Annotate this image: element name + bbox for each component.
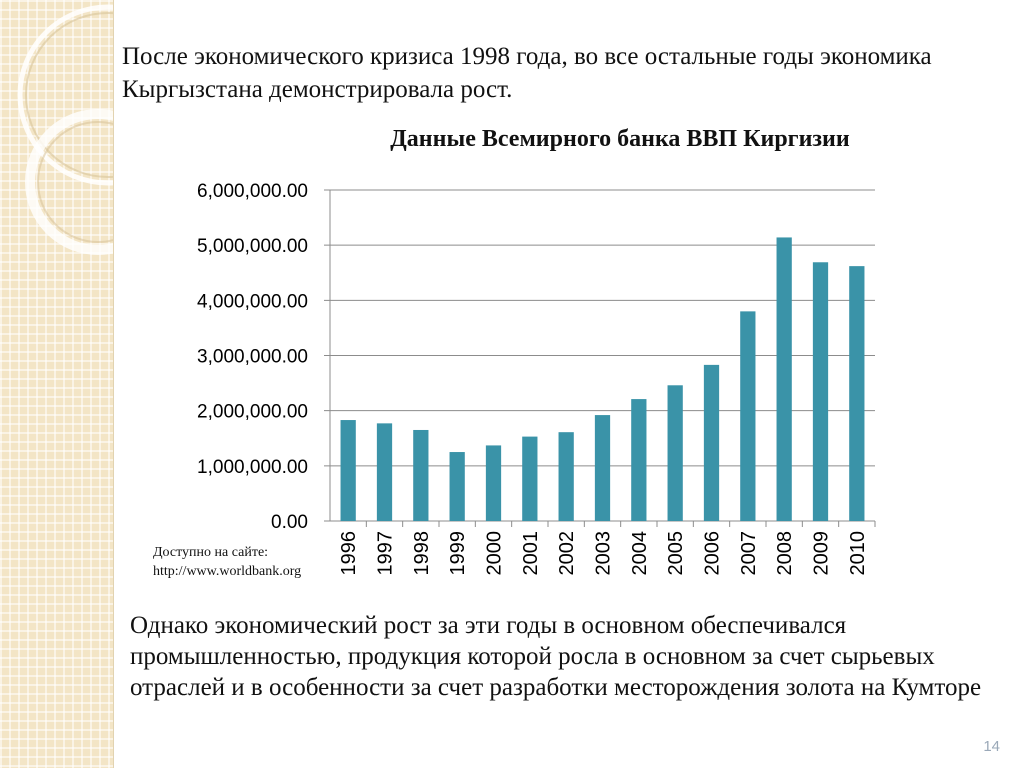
bar-2001 xyxy=(522,437,537,521)
y-tick-label: 6,000,000.00 xyxy=(197,181,308,202)
y-tick-label: 4,000,000.00 xyxy=(197,291,308,313)
y-tick-label: 1,000,000.00 xyxy=(197,456,308,478)
bar-1997 xyxy=(377,423,392,521)
y-tick-label: 3,000,000.00 xyxy=(197,346,308,368)
bar-2003 xyxy=(595,415,610,521)
x-tick-label: 2000 xyxy=(483,531,506,576)
bar-2009 xyxy=(813,262,828,521)
intro-text: После экономического кризиса 1998 года, во все остальные годы экономика Кыргызстана демонстрировала рост. xyxy=(122,43,932,103)
source-label: Доступно на сайте: xyxy=(153,545,269,560)
bar-1999 xyxy=(450,452,465,521)
x-tick-label: 1998 xyxy=(410,531,433,576)
chart-title: Данные Всемирного банка ВВП Киргизии xyxy=(390,126,850,152)
y-tick-label: 0.00 xyxy=(271,512,308,533)
bar-2010 xyxy=(849,266,864,521)
bar-2002 xyxy=(559,432,574,521)
x-tick-label: 2006 xyxy=(701,531,724,576)
x-tick-label: 1996 xyxy=(338,531,361,576)
y-tick-label: 5,000,000.00 xyxy=(197,236,308,258)
x-tick-label: 2008 xyxy=(774,531,797,576)
bar-2005 xyxy=(668,385,683,521)
source-url[interactable]: http://www.worldbank.org xyxy=(153,564,302,579)
page-number: 14 xyxy=(983,738,1000,755)
bar-2004 xyxy=(631,399,646,521)
x-tick-label: 2007 xyxy=(737,531,760,576)
y-tick-label: 2,000,000.00 xyxy=(197,401,308,423)
bar-2006 xyxy=(704,365,719,521)
x-tick-label: 2005 xyxy=(665,531,688,576)
source-note xyxy=(153,543,301,581)
bar-2007 xyxy=(740,311,755,521)
x-tick-label: 2009 xyxy=(810,531,833,576)
x-tick-label: 2004 xyxy=(628,531,651,576)
bar-1996 xyxy=(341,420,356,521)
x-tick-label: 2001 xyxy=(519,531,542,576)
bar-2000 xyxy=(486,445,501,521)
bar-1998 xyxy=(413,430,428,521)
x-tick-label: 1997 xyxy=(374,531,397,576)
x-tick-label: 2010 xyxy=(846,531,869,576)
x-tick-label: 2002 xyxy=(556,531,579,576)
conclusion-text: Однако экономический рост за эти годы в основном обеспечивался промышленностью, продукция которой росла в основном за счет сырьевых отраслей и в особенности за счет разработки месторождения золота на Кумторе xyxy=(130,612,982,701)
bar-2008 xyxy=(777,237,792,521)
x-tick-label: 1999 xyxy=(447,531,470,576)
x-tick-label: 2003 xyxy=(592,531,615,576)
